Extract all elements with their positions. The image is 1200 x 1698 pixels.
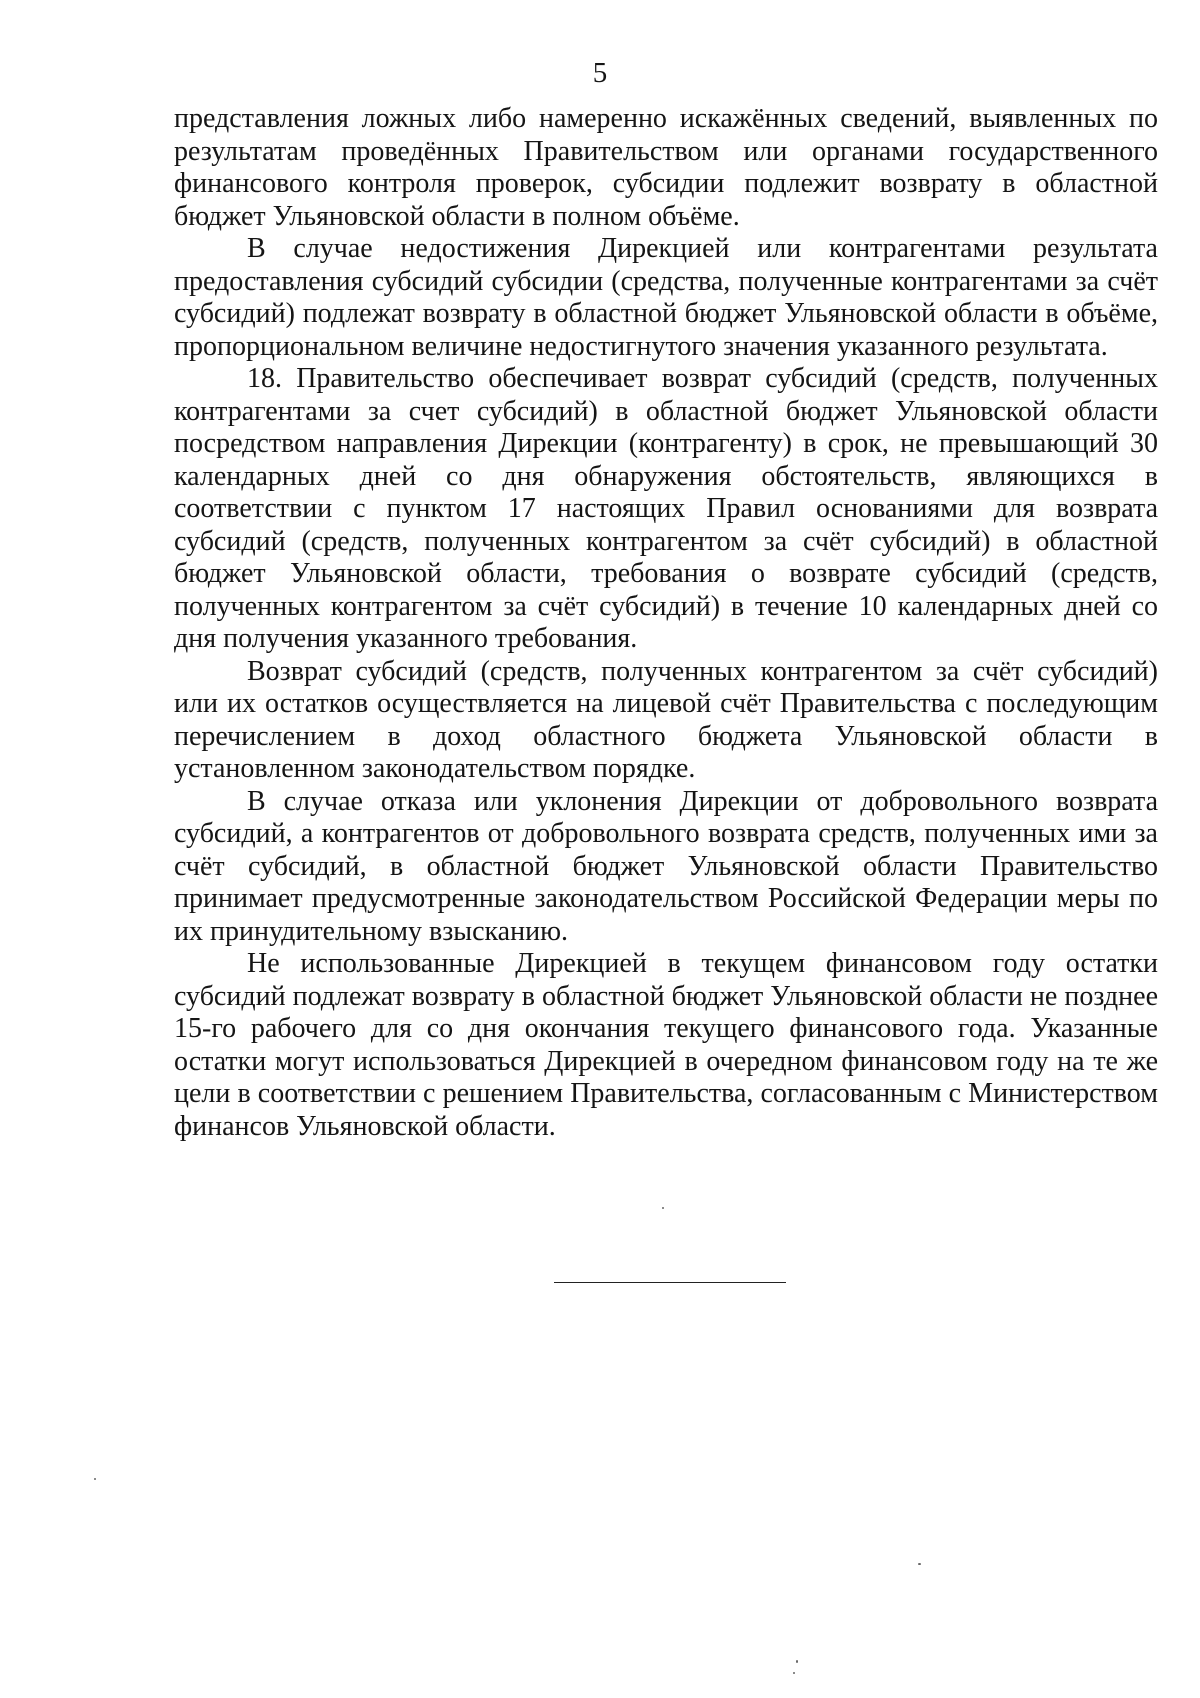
scan-speck bbox=[662, 1207, 664, 1209]
closing-rule bbox=[554, 1282, 786, 1283]
paragraph-unused-balances: Не использованные Дирекцией в текущем финансовом году остатки субсидий подлежат возврату в областной бюджет Ульяновской области не позднее 15-го рабочего для со дня окончания текущего финансового года. Указанные остатки могут использоваться Дирекцией в очередном финансовом году на те же цели в соответствии с решением Правительства, согласованным с Министерством финансов Ульяновской области. bbox=[174, 948, 1158, 1142]
paragraph-underachievement-return: В случае недостижения Дирекцией или контрагентами результата предоставления субсидий субсидии (средства, полученные контрагентами за счёт субсидий) подлежат возврату в областной бюджет Ульяновской области в объёме, пропорциональном величине недостигнутого значения указанного результата. bbox=[174, 233, 1158, 362]
paragraph-continuation: представления ложных либо намеренно искажённых сведений, выявленных по результатам проведённых Правительством или органами государственного финансового контроля проверок, субсидии подлежит возврату в областной бюджет Ульяновской области в полном объёме. bbox=[174, 103, 1158, 232]
paragraph-forced-recovery: В случае отказа или уклонения Дирекции от добровольного возврата субсидий, а контрагентов от добровольного возврата средств, полученных ими за счёт субсидий, в областной бюджет Ульяновской области Правительство принимает предусмотренные законодательством Российской Федерации меры по их принудительному взысканию. bbox=[174, 785, 1158, 947]
scan-speck bbox=[918, 1563, 921, 1565]
scan-speck bbox=[94, 1478, 96, 1480]
paragraph-return-procedure: Возврат субсидий (средств, полученных контрагентом за счёт субсидий) или их остатков осуществляется на лицевой счёт Правительства с последующим перечислением в доход областного бюджета Ульяновской области в установленном законодательством порядке. bbox=[174, 655, 1158, 784]
scan-speck bbox=[796, 1660, 798, 1663]
document-body bbox=[174, 103, 1158, 1143]
scan-speck bbox=[793, 1672, 795, 1674]
paragraph-clause-18: 18. Правительство обеспечивает возврат субсидий (средств, полученных контрагентами за счет субсидий) в областной бюджет Ульяновской области посредством направления Дирекции (контрагенту) в срок, не превышающий 30 календарных дней со дня обнаружения обстоятельств, являющихся в соответствии с пунктом 17 настоящих Правил основаниями для возврата субсидий (средств, полученных контрагентом за счёт субсидий) в областной бюджет Ульяновской области, требования о возврате субсидий (средств, полученных контрагентом за счёт субсидий) в течение 10 календарных дней со дня получения указанного требования. bbox=[174, 363, 1158, 654]
page-number: 5 bbox=[592, 57, 608, 89]
